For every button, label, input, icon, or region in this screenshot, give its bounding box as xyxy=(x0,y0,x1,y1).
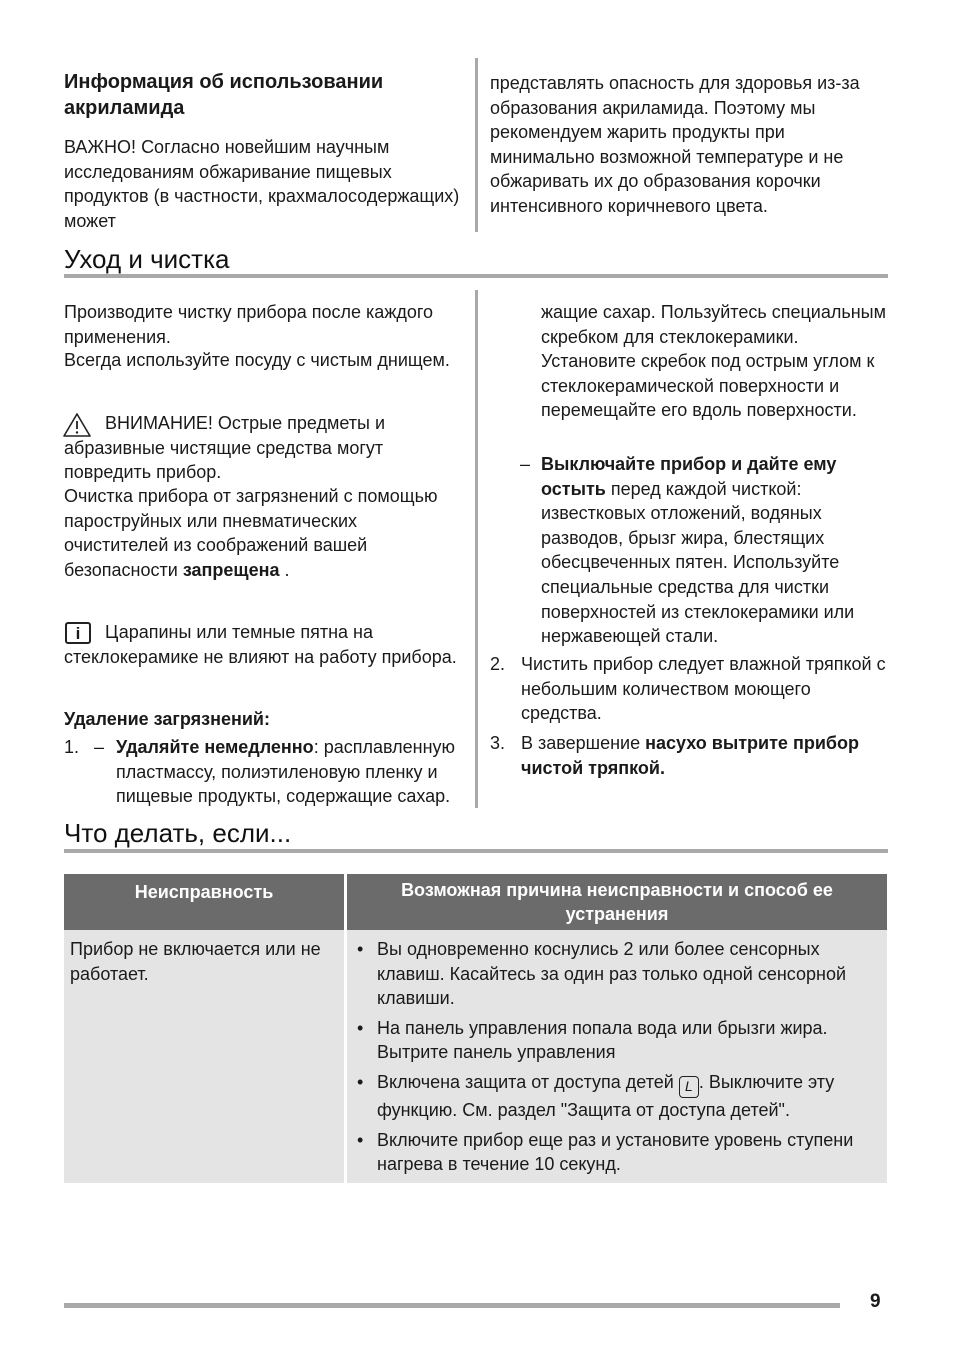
care-steam-notice xyxy=(64,484,464,582)
step1-number: 1. xyxy=(64,737,80,757)
care-intro-1: Производите чистку прибора после каждого применения. xyxy=(64,302,434,347)
steam-end: . xyxy=(284,559,290,580)
cause-4: Включите прибор еще раз и установите уровень ступени нагрева в течение 10 секунд. xyxy=(377,1129,854,1175)
table-header-row xyxy=(64,874,887,930)
cause-3b: . Выключите эту функцию. См. раздел "Защита от доступа детей". xyxy=(377,1071,835,1120)
footer-rule xyxy=(64,1303,840,1308)
acrylamide-title: Информация об использовании акриламида xyxy=(64,71,384,119)
step3-number: 3. xyxy=(490,733,506,753)
acrylamide-left-text xyxy=(64,135,464,233)
care-info: Царапины или темные пятна на стеклокерамике не влияют на работу прибора. xyxy=(64,622,457,667)
steam-forbidden: запрещена xyxy=(182,559,280,580)
step3-text xyxy=(521,731,891,780)
list-item xyxy=(353,1128,881,1177)
important-label: ВАЖНО! xyxy=(64,137,137,157)
warning-label: ВНИМАНИЕ! xyxy=(105,413,213,433)
table-row xyxy=(64,930,887,1183)
troubleshooting-title: Что делать, если... xyxy=(64,818,292,848)
acrylamide-text: Согласно новейшим научным исследованиям обжаривание пищевых продуктов (в частности, крахмалосодержащих) может xyxy=(64,137,460,231)
cause-list xyxy=(353,937,881,1177)
steam-text: Очистка прибора от загрязнений с помощью пароструйных или пневматических очистителей из соображений вашей безопасности xyxy=(64,486,438,580)
fault-text: Прибор не включается или не работает. xyxy=(70,939,321,984)
step1a-bold: Удаляйте немедленно xyxy=(116,737,314,757)
column-divider xyxy=(475,58,478,232)
cause-3a: Включена защита от доступа детей xyxy=(377,1071,674,1092)
info-icon: i xyxy=(65,622,91,644)
cause-cell xyxy=(346,930,888,1183)
cause-2: На панель управления попала вода или брызги жира. Вытрите панель управления xyxy=(377,1017,828,1063)
acrylamide-right-text: представлять опасность для здоровья из-за образования акриламида. Поэтому мы рекомендуем жарить продукты при минимально возможной температуре и не обжаривать их до образования корочки интенсивного коричневого цвета. xyxy=(490,73,860,216)
step1a-dash: – xyxy=(94,737,105,757)
care-column-divider xyxy=(475,290,478,808)
care-warning xyxy=(64,411,464,485)
step3-bold: насухо вытрите прибор чистой тряпкой. xyxy=(521,733,859,778)
troubleshooting-table xyxy=(64,874,887,1183)
step1a-text xyxy=(116,735,464,809)
troubleshooting-title-rule xyxy=(64,849,888,853)
page-number: 9 xyxy=(870,1291,881,1312)
step2-text: Чистить прибор следует влажной тряпкой с небольшим количеством моющего средства. xyxy=(521,654,886,724)
step1a-continued: жащие сахар. Пользуйтесь специальным скребком для стеклокерамики. Установите скребок под острым углом к стеклокерамической поверхности и перемещайте его вдоль поверхности. xyxy=(541,302,886,421)
step1b-body: перед каждой чисткой: известковых отложений, водяных разводов, брызг жира, блестящих обесцвеченных пятен. Используйте специальные средства для чистки поверхностей из стеклокерамики или нержавеющей стали. xyxy=(541,478,855,647)
list-item xyxy=(353,1070,881,1123)
step1a-body: : расплавленную пластмассу, полиэтиленовую пленку и пищевые продукты, содержащие сахар. xyxy=(116,737,456,807)
step1b-bold: Выключайте прибор и дайте ему остыть xyxy=(541,454,837,499)
warning-text: Острые предметы и абразивные чистящие средства могут повредить прибор. xyxy=(64,413,386,483)
care-title-rule xyxy=(64,274,888,278)
child-lock-icon: L xyxy=(679,1076,699,1098)
step3-body: В завершение xyxy=(521,733,641,753)
cause-1: Вы одновременно коснулись 2 или более сенсорных клавиш. Касайтесь за один раз только одной сенсорной клавиши. xyxy=(377,939,847,1009)
list-item xyxy=(353,1016,881,1065)
care-intro-2: Всегда используйте посуду с чистым днищем. xyxy=(64,350,450,370)
step2-number: 2. xyxy=(490,654,506,674)
header-fault: Неисправность xyxy=(64,874,346,930)
header-cause: Возможная причина неисправности и способ ее устранения xyxy=(346,874,888,930)
step1b-dash: – xyxy=(520,454,531,474)
list-item xyxy=(353,937,881,1011)
care-title: Уход и чистка xyxy=(64,244,230,274)
removal-title: Удаление загрязнений: xyxy=(64,709,270,729)
fault-cell xyxy=(64,930,346,1183)
step1b-text xyxy=(541,452,891,649)
